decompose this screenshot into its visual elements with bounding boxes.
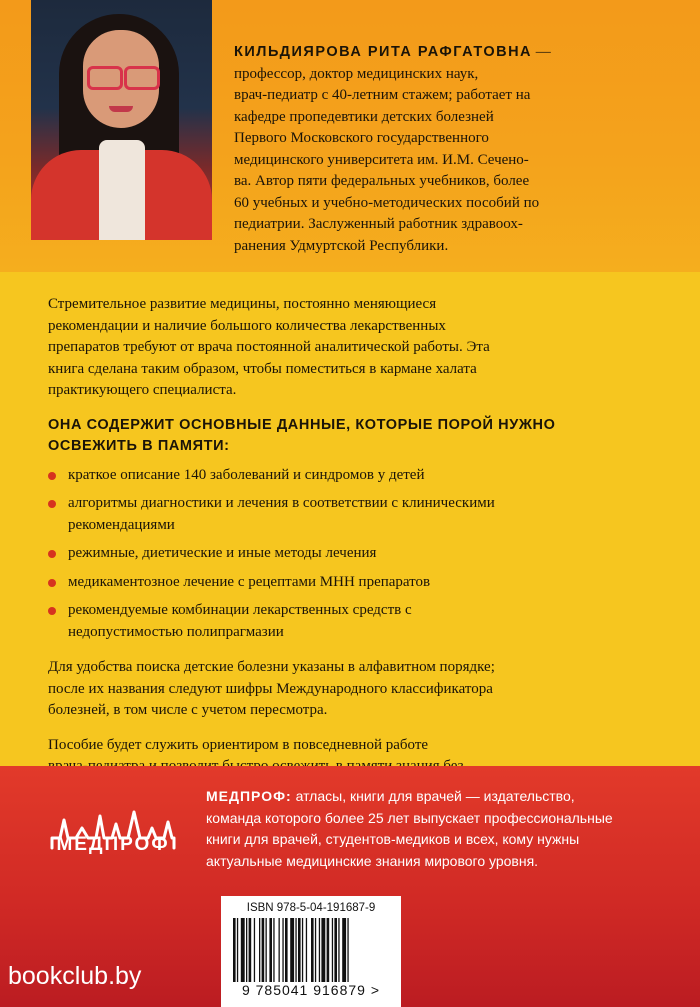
publisher-brand: МЕДПРОФ: — [206, 788, 292, 804]
author-name: КИЛЬДИЯРОВА РИТА РАФГАТОВНА — [234, 44, 533, 60]
publisher-info: МЕДПРОФ: атласы, книги для врачей — издательство, команда которого более 25 лет выпускает профессиональные книги для врачей, студентов-медиков и всех, кому нужны актуальные медицинские знания мирового уровня. — [206, 788, 613, 869]
guide-paragraph: Пособие будет служить ориентиром в повседневной работе — [48, 736, 429, 753]
barcode — [221, 896, 401, 1007]
list-item: рекомендуемые комбинации лекарственных средств с недопустимостью полипрагмазии — [48, 600, 658, 643]
isbn-text: ISBN 978-5-04-191687-9 — [246, 902, 376, 914]
list-item: режимные, диетические и иные методы лечения — [48, 543, 658, 565]
publisher-logo-text: МЕДПРОФ — [56, 834, 170, 855]
barcode-bars — [233, 918, 389, 982]
intro-paragraph: Стремительное развитие медицины, постоянно меняющиеся рекомендации и наличие большого количества лекарственных препаратов требуют от врача постоянной аналитической работы. Эта книга сделана таким образом, чтобы поместиться в кармане халата практикующего специалиста. — [48, 296, 490, 398]
list-item: краткое описание 140 заболеваний и синдромов у детей — [48, 465, 658, 487]
author-bio: КИЛЬДИЯРОВА РИТА РАФГАТОВНА — профессор, доктор медицинских наук, врач-педиатр с 40-летним стажем; работает на кафедре пропедевтики детских болезней Первого Московского государственного медицинского университета им. И.М. Сечено- ва. Автор пяти федеральных учебников, более 60 учебных и учебно-методических пособий по педиатрии. Заслуженный работник здравоох- ранения Удмуртской Республики. — [234, 44, 551, 254]
publisher-logo-icon — [48, 790, 178, 870]
watermark: bookclub.by — [8, 962, 142, 990]
author-photo — [31, 0, 212, 240]
list-item: медикаментозное лечение с рецептами МНН препаратов — [48, 572, 658, 594]
contents-list — [48, 465, 658, 644]
list-item: алгоритмы диагностики и лечения в соответствии с клиническими рекомендациями — [48, 493, 658, 536]
search-paragraph: Для удобства поиска детские болезни указаны в алфавитном порядке; после их названия следуют шифры Международного классификатора болезней, в том числе с учетом пересмотра. — [48, 659, 495, 718]
book-description — [48, 294, 658, 812]
contents-heading: ОНА СОДЕРЖИТ ОСНОВНЫЕ ДАННЫЕ, КОТОРЫЕ ПОРОЙ НУЖНО ОСВЕЖИТЬ В ПАМЯТИ: — [48, 416, 556, 454]
barcode-digits: 9 785041 916879 > — [241, 982, 381, 998]
